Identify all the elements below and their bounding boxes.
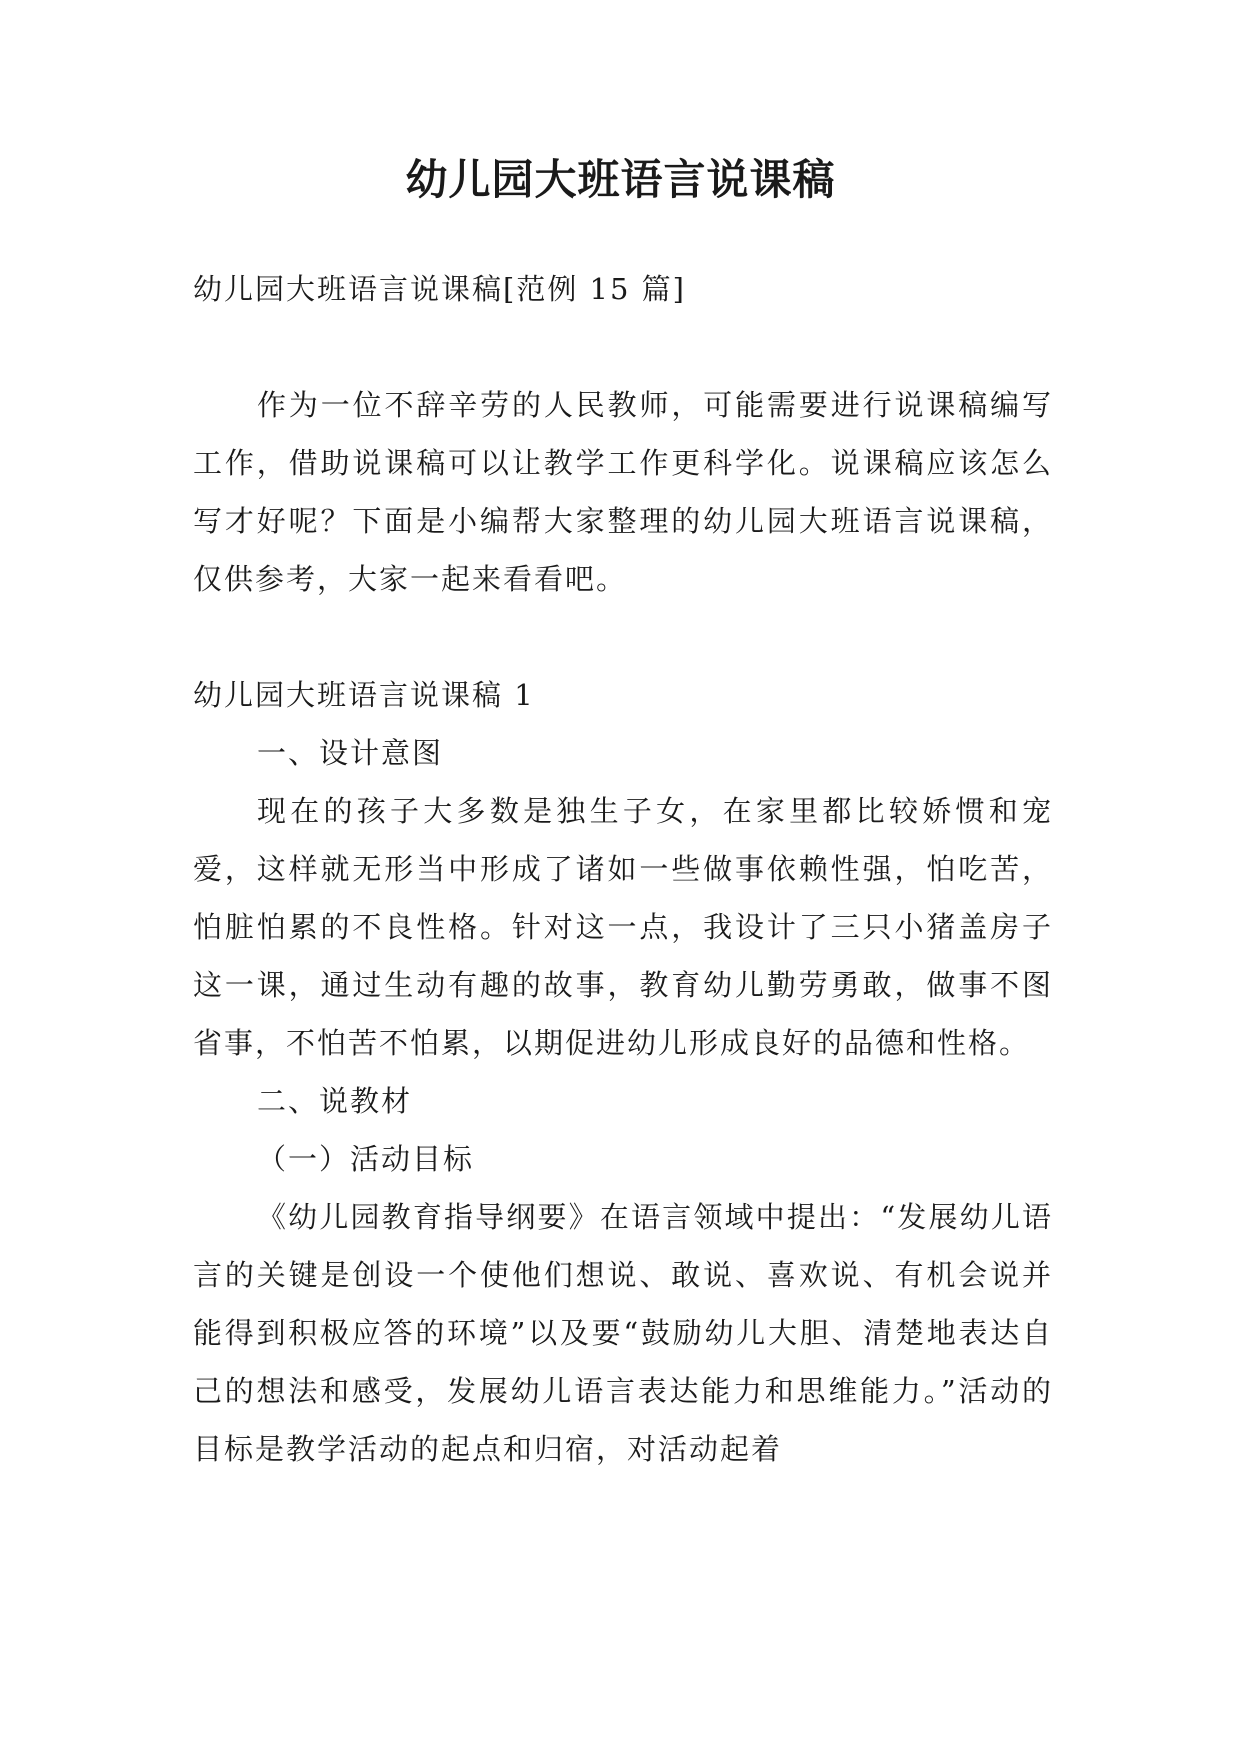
heading-activity-goals: （一）活动目标 [257,1142,475,1176]
heading-design-intent: 一、设计意图 [257,736,444,770]
document-subtitle: 幼儿园大班语言说课稿[范例 15 篇] [193,272,686,306]
intro-paragraph: 作为一位不辞辛劳的人民教师，可能需要进行说课稿编写工作，借助说课稿可以让教学工作更科学化。说课稿应该怎么写才好呢？下面是小编帮大家整理的幼儿园大班语言说课稿，仅供参考，大家一起来看看吧。 [193,388,1053,596]
document-body [193,260,1053,1478]
document-title: 幼儿园大班语言说课稿 [405,155,836,204]
paragraph-activity-goals: 《幼儿园教育指导纲要》在语言领域中提出：“发展幼儿语言的关键是创设一个使他们想说、敢说、喜欢说、有机会说并能得到积极应答的环境”以及要“鼓励幼儿大胆、清楚地表达自己的想法和感受，发展幼儿语言表达能力和思维能力。”活动的目标是教学活动的起点和归宿，对活动起着 [193,1200,1053,1466]
heading-teaching-material: 二、说教材 [257,1084,413,1118]
paragraph-design-intent: 现在的孩子大多数是独生子女，在家里都比较娇惯和宠爱，这样就无形当中形成了诸如一些做事依赖性强，怕吃苦，怕脏怕累的不良性格。针对这一点，我设计了三只小猪盖房子这一课，通过生动有趣的故事，教育幼儿勤劳勇敢，做事不图省事，不怕苦不怕累，以期促进幼儿形成良好的品德和性格。 [193,794,1053,1060]
section-title: 幼儿园大班语言说课稿 1 [193,678,535,712]
